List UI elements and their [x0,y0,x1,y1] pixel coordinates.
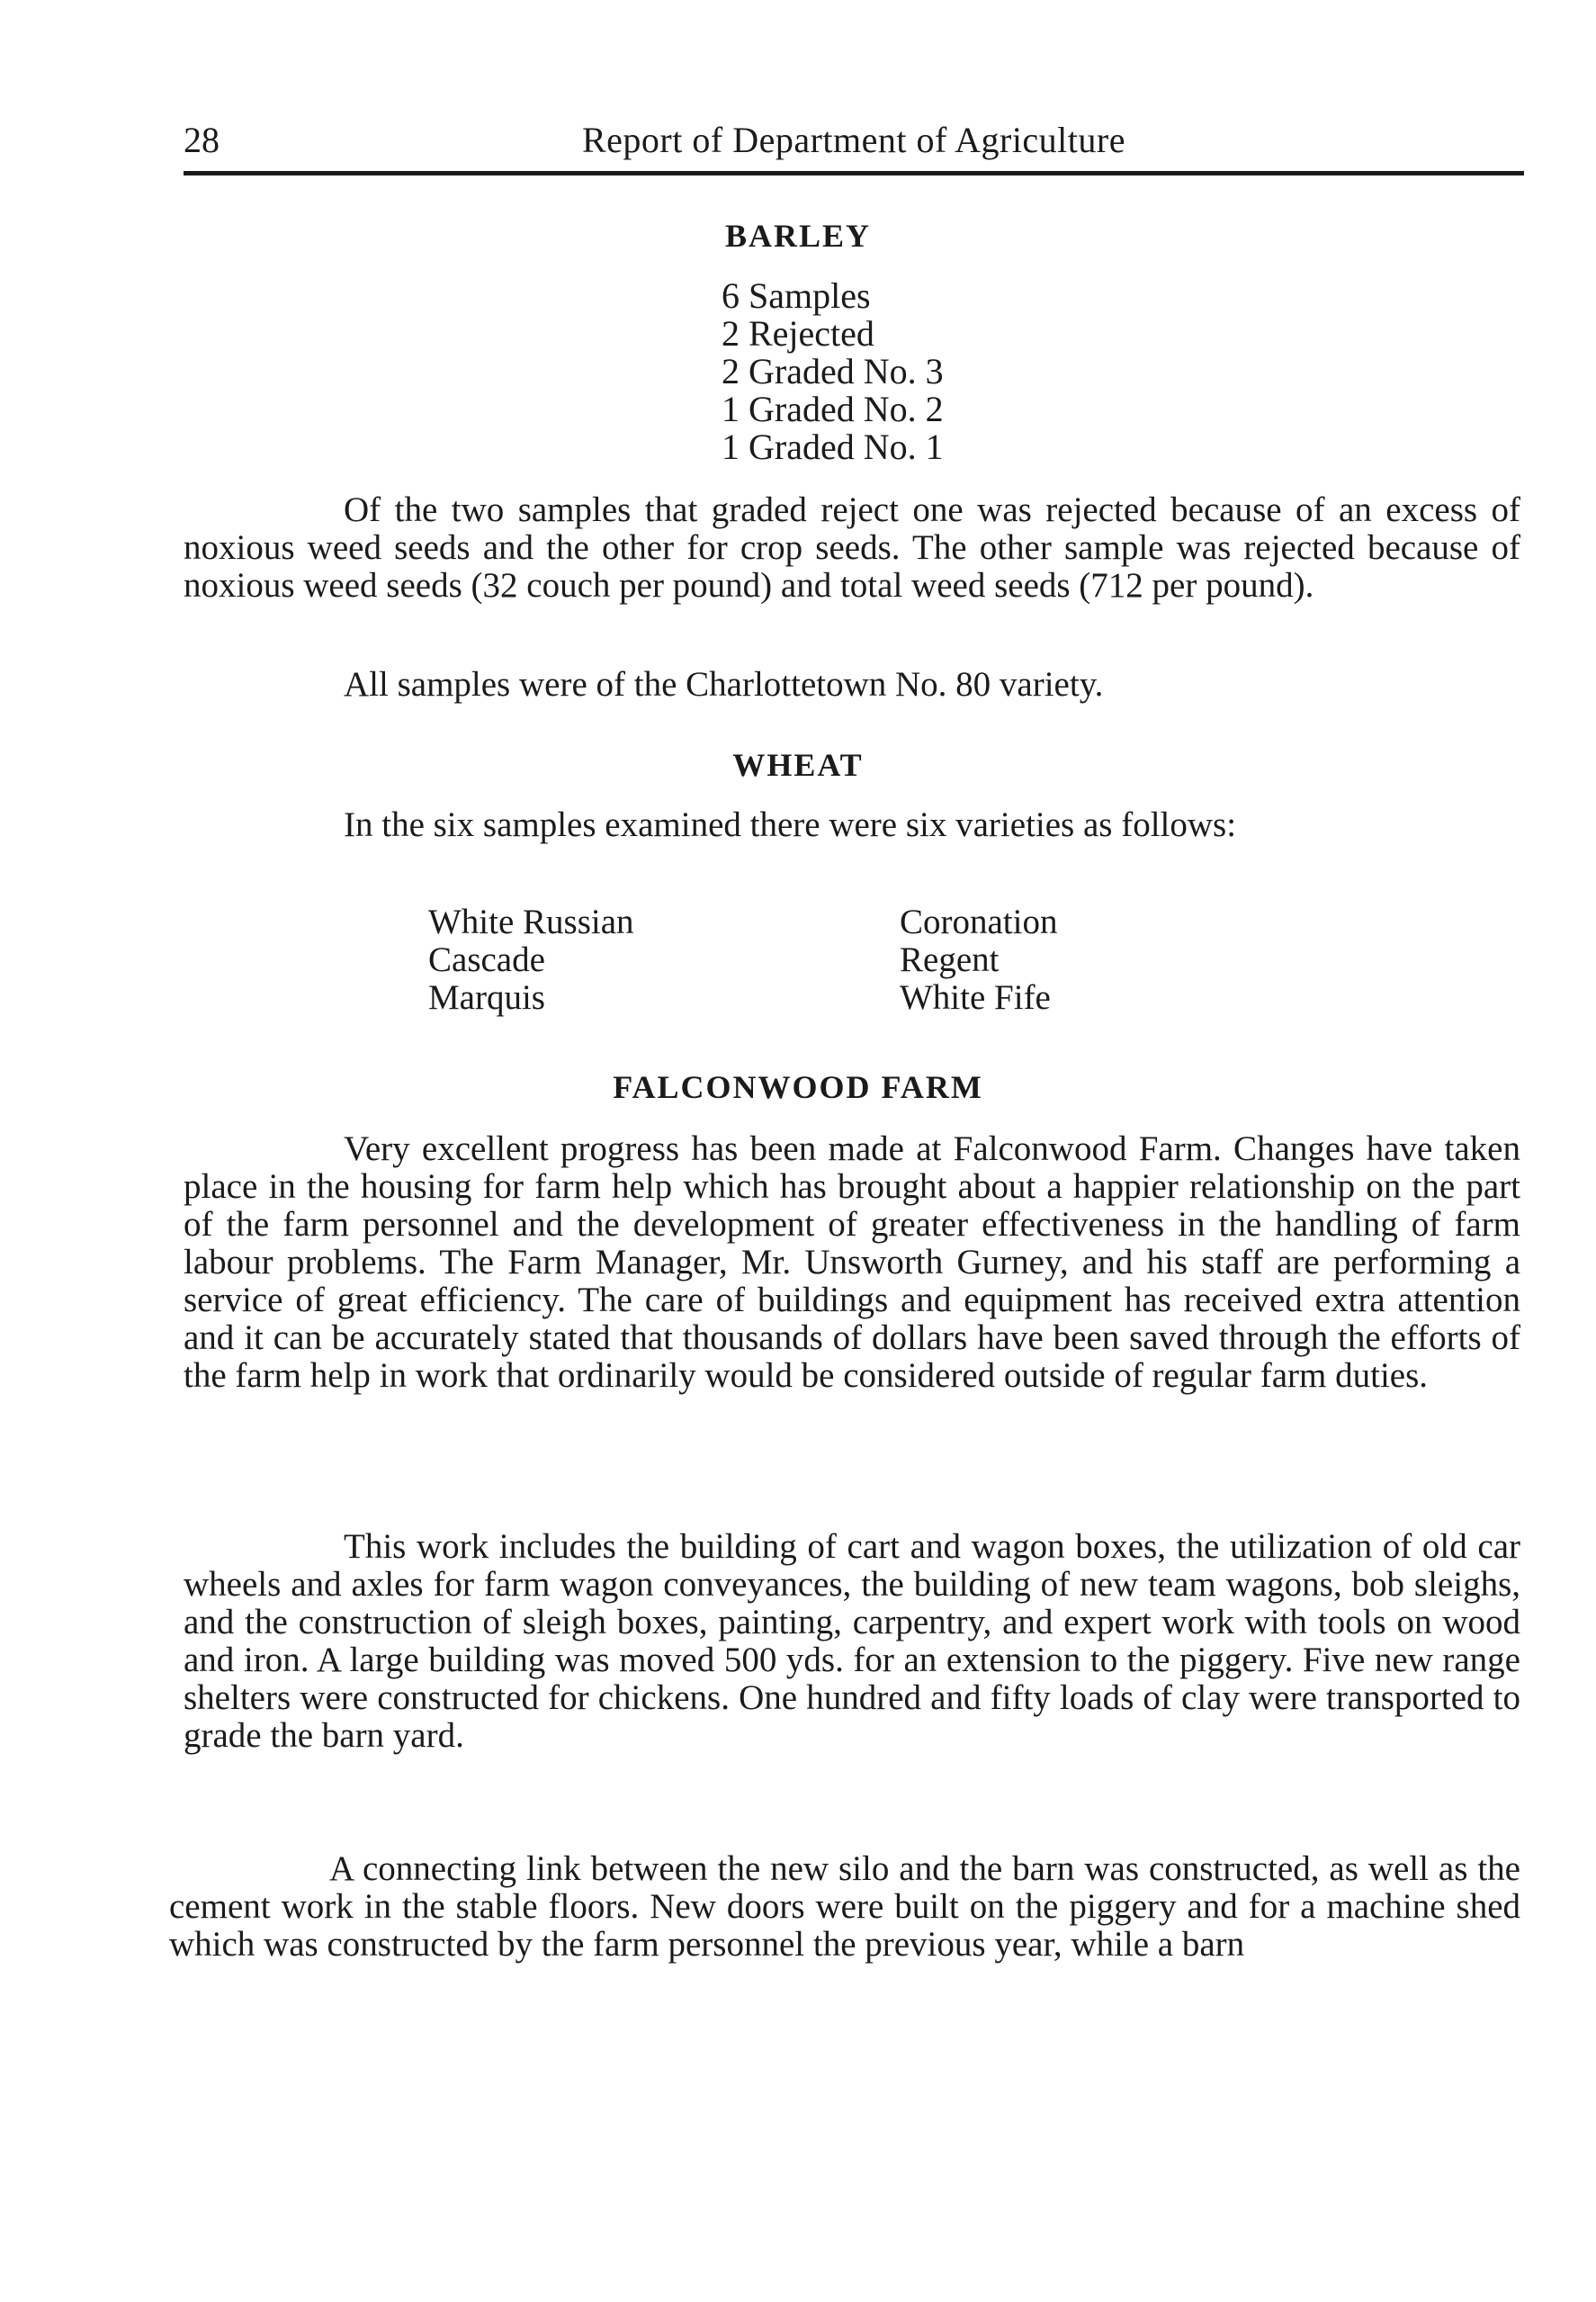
wheat-intro: In the six samples examined there were six varieties as follows: [344,805,1237,844]
barley-line: 6 Samples [722,275,871,316]
barley-line: 1 Graded No. 2 [722,389,944,429]
barley-heading: BARLEY [724,218,872,254]
variety-item: Cascade [428,940,545,979]
wheat-varieties-right [900,904,1057,1017]
falconwood-paragraph-1: Very excellent progress has been made at Falconwood Farm. Changes have taken place in the housing for farm help which has brought about a happier relationship on the part of the farm personnel and the development of greater effectiveness in the handling of farm labour problems. The Farm Manager, Mr. Unsworth Gurney, and his staff are performing a service of great efficiency. The care of buildings and equipment has received extra attention and it can be accurately stated that thousands of dollars have been saved through the efforts of the farm help in work that ordinarily would be considered outside of regular farm duties. [184,1129,1520,1395]
variety-item: Marquis [428,978,545,1017]
barley-line: 2 Graded No. 3 [722,351,944,391]
variety-item: White Russian [428,903,634,941]
falconwood-heading: FALCONWOOD FARM [613,1069,983,1105]
barley-line: 2 Rejected [722,313,874,354]
wheat-varieties-left [428,904,634,1017]
barley-line: 1 Graded No. 1 [722,427,944,467]
falconwood-paragraph-2: This work includes the building of cart and wagon boxes, the utilization of old car wheels and axles for farm wagon conveyances, the building of new team wagons, bob sleighs, and the construction of sleigh boxes, painting, carpentry, and expert work with tools on wood and iron. A large building was moved 500 yds. for an extension to the piggery. Five new range shelters were constructed for chickens. One hundred and fifty loads of clay were transported to grade the barn yard. [184,1527,1520,1755]
variety-item: White Fife [900,978,1051,1017]
barley-sample-list [722,277,944,466]
barley-paragraph-2: All samples were of the Charlottetown No. 80 variety. [344,665,1104,704]
falconwood-paragraph-3: A connecting link between the new silo and the barn was constructed, as well as the cement work in the stable floors. New doors were built on the piggery and for a machine shed which was constructed by the farm personnel the previous year, while a barn [169,1849,1520,1964]
header-rule [184,171,1524,175]
wheat-heading: WHEAT [732,747,864,783]
header-title: Report of Department of Agriculture [582,120,1125,160]
variety-item: Coronation [900,903,1058,941]
running-head [184,115,1524,166]
barley-paragraph-1: Of the two samples that graded reject one was rejected because of an excess of noxious weed seeds and the other for crop seeds. The other sample was rejected because of noxious weed seeds (32 couch per pound) and total weed seeds (712 per pound). [184,490,1520,605]
page-number: 28 [184,120,220,160]
variety-item: Regent [900,940,1000,979]
